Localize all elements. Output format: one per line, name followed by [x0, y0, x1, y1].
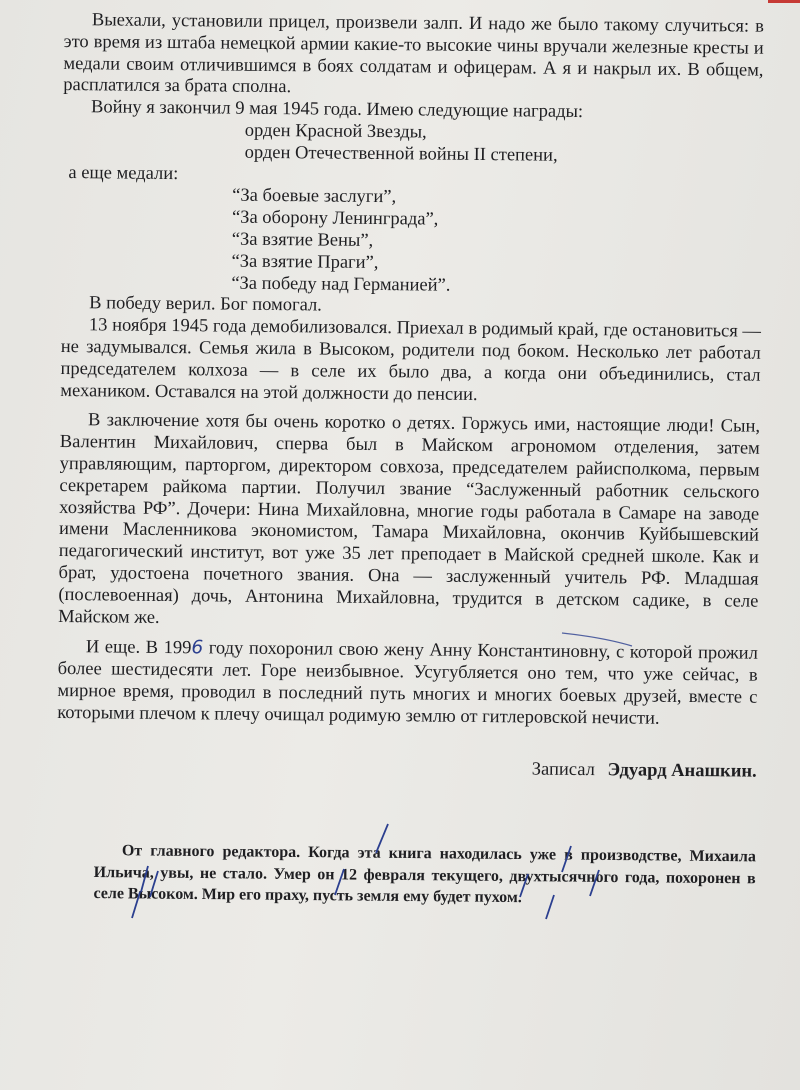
- paragraph-6-start: И еще. В 199: [85, 637, 192, 659]
- signature: [57, 754, 757, 783]
- order-item: орден Отечественной войны II степени,: [244, 142, 558, 166]
- signature-label: Записал: [531, 759, 595, 780]
- paragraph-5: В заключение хотя бы очень коротко о детях. Горжусь ими, настоящие люди! Сын, Валентин Михайлович, сперва был в Майском агрономом отделения, затем управляющим, парторгом, директором совхоза, председателем райисполкома, первым секретарем райкома партии. Получил звание “Заслуженный работник сельского хозяйства РФ”. Дочери: Нина Михайловна, многие годы работала в Самаре на заводе имени Масленникова экономистом, Тамара Михайловна, окончив Куйбышевский педагогический институт, вот уже 35 лет преподает в Майской средней школе. Как и брат, удостоена почетного звания. Она — заслуженный учитель РФ. Младшая (послевоенная) дочь, Антонина Михайловна, трудится в детском садике, в селе Майском же.: [58, 410, 761, 628]
- medals-list: [61, 184, 762, 300]
- medal-item: “За взятие Вены”,: [231, 229, 374, 251]
- medal-item: “За взятие Праги”,: [231, 251, 379, 273]
- medals-intro: а еще медали:: [68, 162, 179, 184]
- paragraph-6: [57, 636, 758, 731]
- paragraph-1: Выехали, установили прицел, произвели залп. И надо же было такому случиться: в это время из штаба немецкой армии какие-то высокие чины вручали железные кресты и медали своим отличившимся в боях солдатам и офицерам. А я и накрыл их. В общем, расплатился за брата сполна.: [63, 10, 764, 98]
- paragraph-4: 13 ноября 1945 года демобилизовался. Приехал в родимый край, где остановиться — не задумывался. Семья жила в Высоком, родители под боком. Несколько лет работал председателем колхоза — в селе их было два, а когда они объединились, стал механиком. Оставался на этой должности до пенсии.: [60, 315, 762, 405]
- main-text: [57, 10, 764, 783]
- medal-item: “За оборону Ленинграда”,: [231, 207, 439, 230]
- editor-note: [93, 840, 756, 911]
- red-corner-mark: [768, 0, 800, 3]
- paragraph-6-end: году похоронил свою жену Анну Константиновну, с которой прожил более шестидесяти лет. Горе неизбывное. Усугубляется оно тем, что уже сейчас, в мирное время, проводил в последний путь многих и многих боевых друзей, вместе с которыми плечом к плечу очищал родимую землю от гитлеровской нечисти.: [57, 638, 758, 729]
- signature-name: Эдуард Анашкин.: [607, 759, 757, 782]
- paragraph-3: В победу верил. Бог помогал.: [89, 293, 322, 316]
- order-item: орден Красной Звезды,: [244, 120, 427, 143]
- handwritten-correction: 6: [191, 637, 204, 659]
- orders-list: [63, 119, 763, 169]
- editor-note-text: От главного редактора. Когда эта книга находилась уже в производстве, Михаила Ильича, увы, не стало. Умер он 12 февраля текущего, двухтысячного года, похоронен в селе Высоком. Мир его праху, пусть земля ему будет пухом.: [93, 842, 756, 907]
- medal-item: “За победу над Германией”.: [231, 273, 451, 296]
- medal-item: “За боевые заслуги”,: [232, 185, 397, 208]
- paragraph-2: Войну я закончил 9 мая 1945 года. Имею следующие награды:: [90, 97, 584, 123]
